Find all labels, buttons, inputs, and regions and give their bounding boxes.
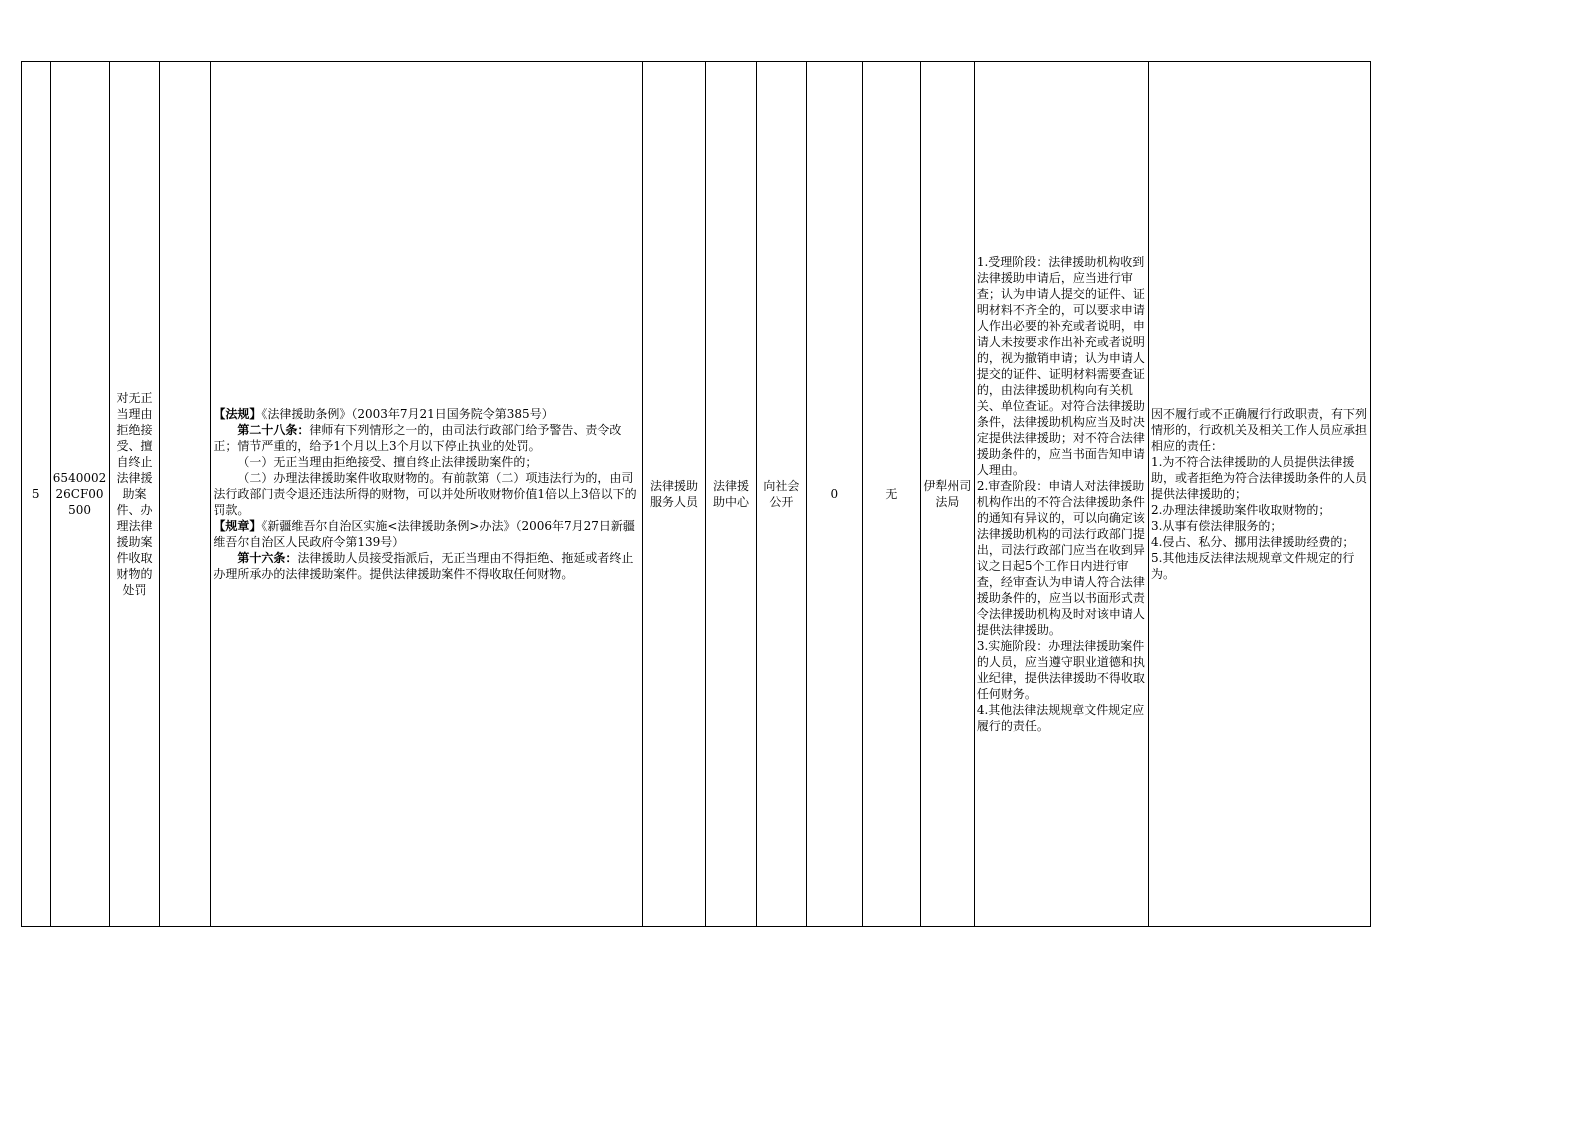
article-16-line	[213, 550, 640, 582]
duty-item: 2.审查阶段：申请人对法律援助机构作出的不符合法律援助条件的通知有异议的，可以向确定该法律援助机构的司法行政部门提出，司法行政部门应当在收到异议之日起5个工作日内进行审查，经审查认为申请人符合法律援助条件的，应当以书面形式责令法律援助机构及时对该申请人提供法律援助。	[976, 479, 1145, 637]
table-row	[22, 62, 1371, 927]
rule-title: 《新疆维吾尔自治区实施<法律援助条例>办法》（2006年7月27日新疆维吾尔自治区人民政府令第139号）	[213, 519, 635, 549]
accountability-cell	[1148, 62, 1370, 927]
accountability-item: 3.从事有偿法律服务的；	[1150, 519, 1283, 533]
article-28-item-2: （二）办理法律援助案件收取财物的。有前款第（二）项违法行为的，由司法行政部门责令退还违法所得的财物，可以并处所收财物价值1倍以上3倍以下的罚款。	[213, 471, 637, 517]
rule-tag: 【规章】	[213, 519, 262, 533]
accountability-item: 1.为不符合法律援助的人员提供法律援助，或者拒绝为符合法律援助条件的人员提供法律援助的；	[1150, 455, 1367, 501]
regulation-title: 《法律援助条例》（2003年7月21日国务院令第385号）	[261, 407, 554, 421]
accountability-item: 4.侵占、私分、挪用法律援助经费的；	[1150, 535, 1355, 549]
duty-item: 4.其他法律法规规章文件规定应履行的责任。	[976, 703, 1145, 733]
article-28-item-1: （一）无正当理由拒绝接受、擅自终止法律援助案件的；	[237, 455, 538, 469]
article-28-tag: 第二十八条：	[237, 423, 310, 437]
article-16-tag: 第十六条：	[237, 551, 298, 565]
article-28-line	[213, 422, 640, 454]
duty-cell	[974, 62, 1148, 927]
duty-item: 1.受理阶段：法律援助机构收到法律援助申请后，应当进行审查；认为申请人提交的证件、证明材料不齐全的，可以要求申请人作出必要的补充或者说明，申请人未按要求作出补充或者说明的，视为撤销申请；认为申请人提交的证件、证明材料需要查证的，由法律援助机构向有关机关、单位查证。对符合法律援助条件，法律援助机构应当及时决定提供法律援助；对不符合法律援助条件的，应当书面告知申请人理由。	[976, 255, 1145, 477]
duty-item: 3.实施阶段：办理法律援助案件的人员，应当遵守职业道德和执业纪律，提供法律援助不得收取任何财务。	[976, 639, 1145, 701]
other-cell: 无	[862, 62, 920, 927]
regulation-tag: 【法规】	[213, 407, 262, 421]
implementer-cell: 法律援助中心	[706, 62, 757, 927]
code-cell: 654000226CF00500	[50, 62, 109, 927]
accountability-item: 5.其他违反法律法规规章文件规定的行为。	[1150, 551, 1355, 581]
sub-item-cell	[160, 62, 211, 927]
article-16-text: 法律援助人员接受指派后，无正当理由不得拒绝、拖延或者终止办理所承办的法律援助案件。提供法律援助案件不得收取任何财物。	[213, 551, 634, 581]
accountability-item: 因不履行或不正确履行行政职责，有下列情形的，行政机关及相关工作人员应承担相应的责任：	[1150, 407, 1367, 453]
legal-basis-cell	[211, 62, 643, 927]
powers-list-table	[21, 61, 1371, 927]
article-28-text: 律师有下列情形之一的，由司法行政部门给予警告、责令改正；情节严重的，给予1个月以上3个月以下停止执业的处罚。	[213, 423, 622, 453]
item-name-cell: 对无正当理由拒绝接受、擅自终止法律援助案件、办理法律援助案件收取财物的处罚	[109, 62, 160, 927]
target-cell: 法律援助服务人员	[643, 62, 706, 927]
regulation-line	[213, 406, 640, 422]
rule-line	[213, 518, 640, 550]
publicity-cell: 向社会公开	[757, 62, 807, 927]
accountability-item: 2.办理法律援助案件收取财物的；	[1150, 503, 1331, 517]
authority-cell: 伊犁州司法局	[920, 62, 974, 927]
count-cell: 0	[806, 62, 862, 927]
index-cell: 5	[22, 62, 51, 927]
